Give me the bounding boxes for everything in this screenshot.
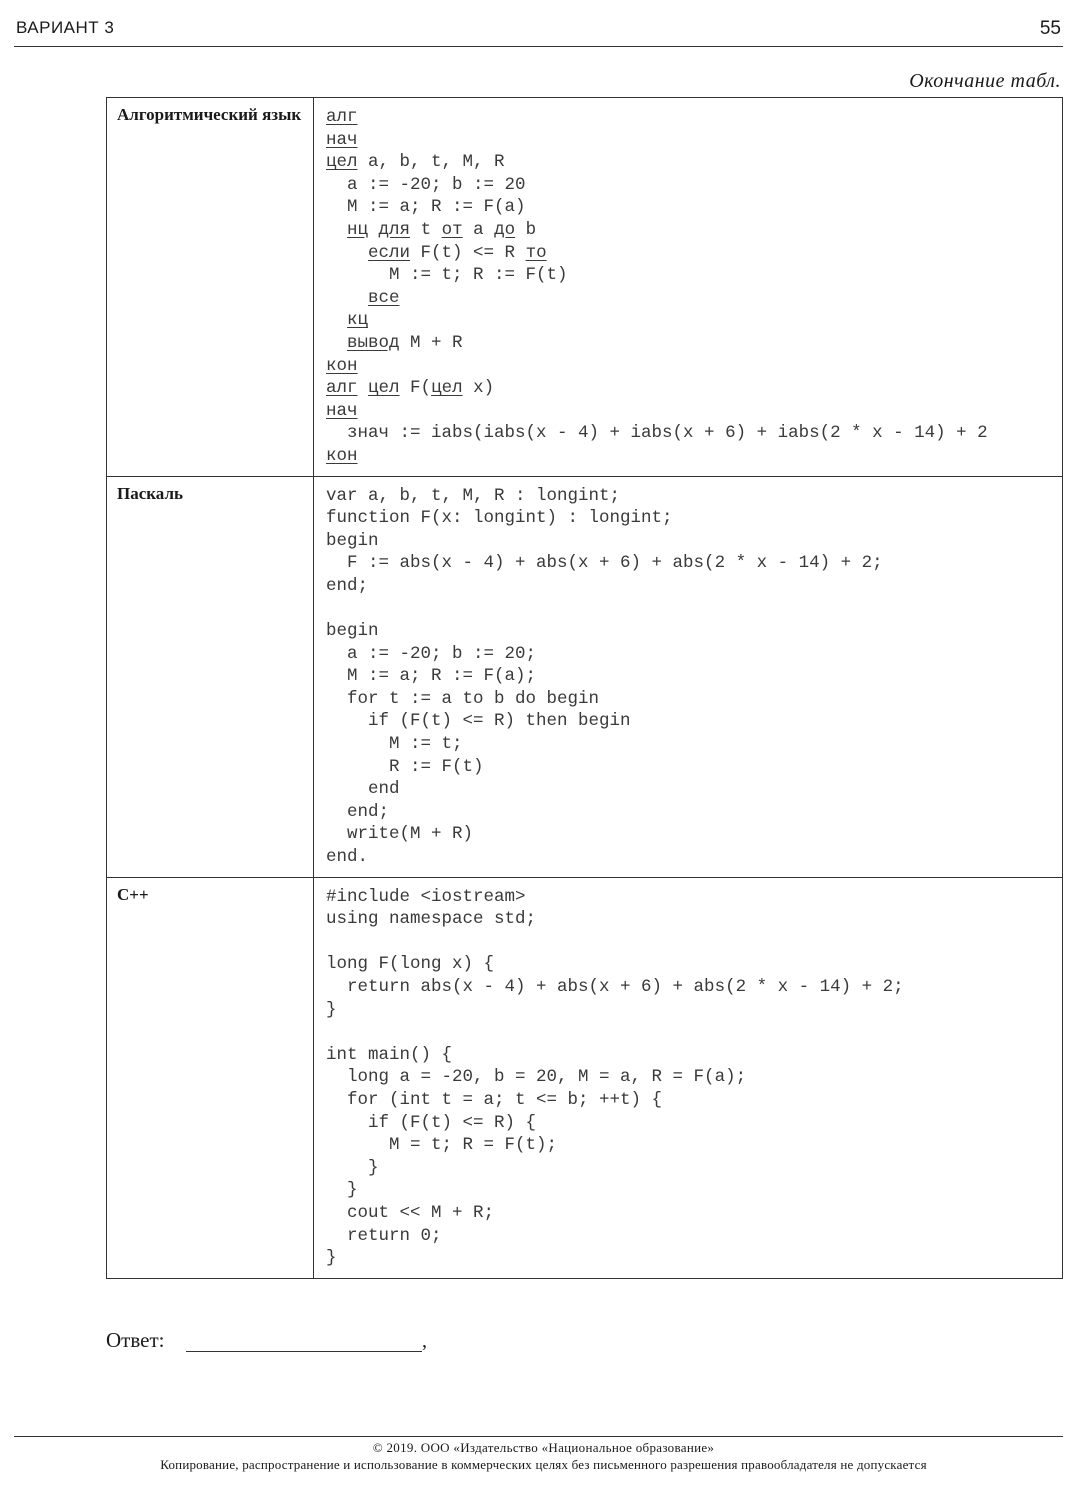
table-row xyxy=(107,877,1063,1278)
footer-copyright: © 2019. ООО «Издательство «Национальное образование» xyxy=(372,1440,715,1455)
language-cell: C++ xyxy=(107,877,314,1278)
answer-blank[interactable] xyxy=(186,1351,422,1352)
code-block-pascal: var a, b, t, M, R : longint; function F(x: longint) : longint; begin F := abs(x - 4) + abs(x + 6) + abs(2 * x - 14) + 2; end; begin a := -20; b := 20; M := a; R := F(a); for t := a to b do begin if (F(t) <= R) then begin M := t; R := F(t) end end; write(M + R) end. xyxy=(326,485,883,867)
answer-trailing-comma: , xyxy=(422,1330,427,1352)
footer-notice: Копирование, распространение и использование в коммерческих целях без письменного разрешения правообладателя не допускается xyxy=(160,1457,927,1472)
code-block-algorithmic: алг нач цел a, b, t, M, R a := -20; b := 20 M := a; R := F(a) нц для t от a до b если F(t) <= R то M := t; R := F(t) все кц вывод M + R кон алг цел F(цел x) нач знач := iabs(iabs(x - 4) + iabs(x + 6) + iabs(2 * x - 14) + 2 кон xyxy=(326,107,988,466)
header-divider xyxy=(14,46,1063,47)
language-cell: Паскаль xyxy=(107,476,314,877)
code-table xyxy=(106,97,1063,1279)
table-caption: Окончание табл. xyxy=(909,70,1061,92)
language-cell: Алгоритмический язык xyxy=(107,98,314,477)
answer-label: Ответ: xyxy=(106,1328,165,1352)
table-row xyxy=(107,98,1063,477)
footer-divider xyxy=(14,1436,1063,1437)
code-cell xyxy=(314,476,1063,877)
variant-label: ВАРИАНТ 3 xyxy=(16,18,115,37)
code-cell xyxy=(314,877,1063,1278)
code-cell xyxy=(314,98,1063,477)
table-row xyxy=(107,476,1063,877)
page-number: 55 xyxy=(1039,18,1061,39)
code-block-cpp: #include <iostream> using namespace std; long F(long x) { return abs(x - 4) + abs(x + 6) + abs(2 * x - 14) + 2; } int main() { long a = -20, b = 20, M = a, R = F(a); for (int t = a; t <= b; ++t) { if (F(t) <= R) { M = t; R = F(t); } } cout << M + R; return 0; } xyxy=(326,886,904,1269)
